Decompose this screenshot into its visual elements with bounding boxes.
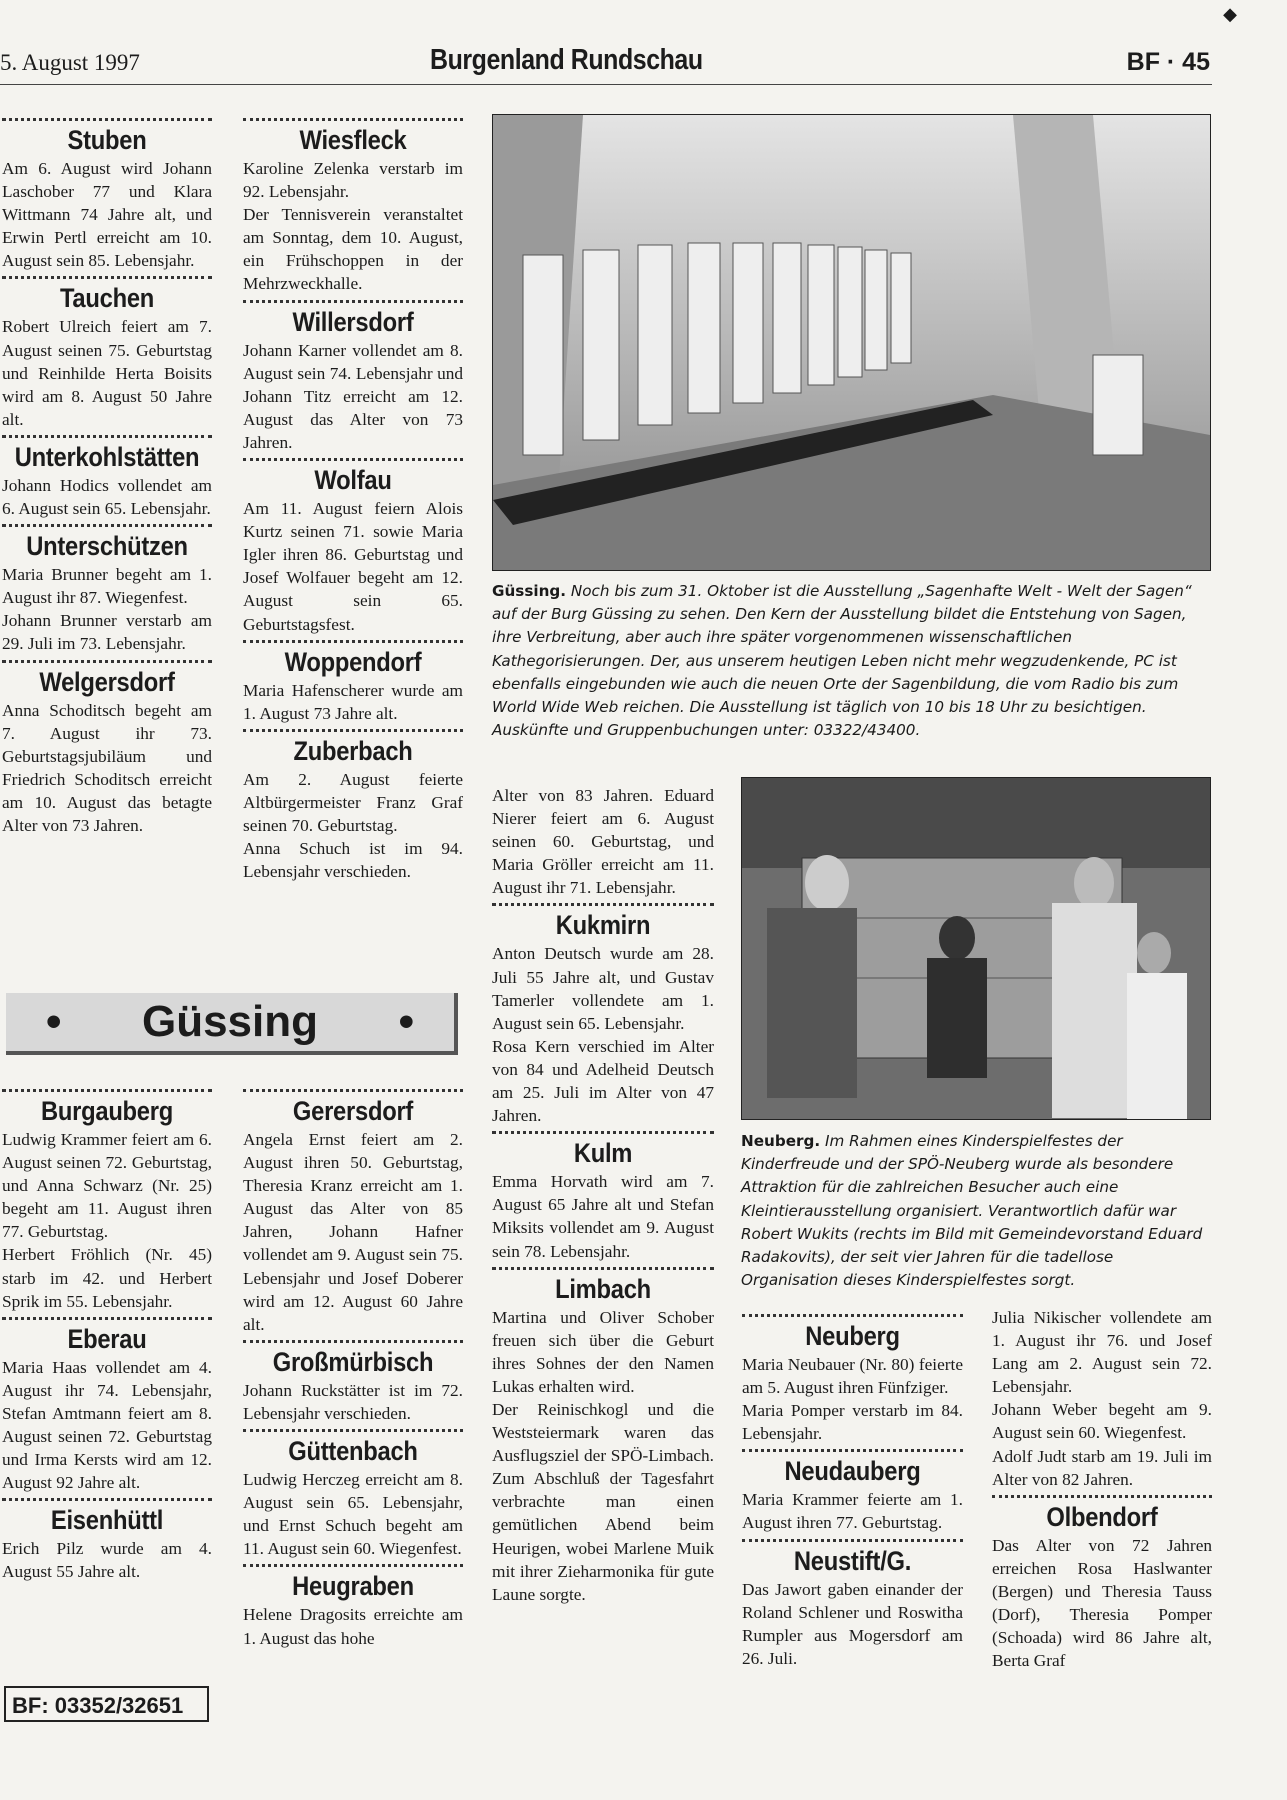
dotted-separator: [2, 276, 212, 279]
paragraph: Angela Ernst feiert am 2. August ihren 50. Geburtstag, Theresia Kranz erreicht am 1. August das Alter von 85 Jahren, Johann Hafner vollendet am 9. August sein 75. Lebensjahr und Josef Doberer wird am 12. August 60 Jahre alt.: [243, 1130, 463, 1334]
paragraph: Rosa Kern verschied im Alter von 84 und Adelheid Deutsch am 25. Juli im Alter von 47 Jahren.: [492, 1036, 714, 1126]
paragraph: Am 6. August wird Johann Laschober 77 und Klara Wittmann 74 Jahre alt, und Erwin Pertl erreicht am 10. August sein 85. Lebensjahr.: [2, 159, 212, 271]
dotted-separator: [243, 640, 463, 643]
news-section: [2, 435, 212, 520]
dotted-separator: [243, 1089, 463, 1092]
section-heading: Olbendorf: [1046, 1501, 1158, 1532]
dotted-separator: [492, 1267, 714, 1270]
news-section: [243, 1564, 463, 1649]
dotted-separator: [742, 1449, 963, 1452]
paragraph: Der Reinischkogl und die Weststeiermark waren das Ausflugsziel der SPÖ-Limbach. Zum Abschluß der Tagesfahrt verbrachte man einen gemütlichen Abend beim Heurigen, wobei Marlene Muik mit ihrer Zieharmonika für gute Laune sorgte.: [492, 1399, 714, 1604]
section-heading: Zuberbach: [293, 735, 413, 766]
paragraph: Emma Horvath wird am 7. August 65 Jahre alt und Stefan Miksits vollendet am 9. August sein 78. Lebensjahr.: [492, 1172, 714, 1261]
news-section: [2, 118, 212, 272]
paragraph: Ludwig Herczeg erreicht am 8. August sein 65. Lebensjahr, und Ernst Schuch begeht am 11. August sein 60. Wiegenfest.: [243, 1470, 463, 1559]
paragraph: Am 11. August feiern Alois Kurtz seinen 71. sowie Maria Igler ihren 86. Geburtstag und Josef Wolfauer begeht am 12. August sein 65. Geburtstagsfest.: [243, 499, 463, 634]
paragraph: Johann Karner vollendet am 8. August sein 74. Lebensjahr und Johann Titz erreicht am 12. August das Alter von 73 Jahren.: [243, 340, 463, 452]
section-heading: Stuben: [67, 125, 147, 155]
bullet-right: •: [398, 997, 414, 1046]
news-section: [492, 1131, 714, 1262]
news-section: [243, 1089, 463, 1336]
news-section: [2, 276, 212, 430]
section-heading: Limbach: [555, 1273, 651, 1304]
issue-date: 5. August 1997: [0, 50, 140, 75]
news-section: [2, 660, 212, 838]
photo-animal-show: [741, 777, 1211, 1120]
section-heading: Neudauberg: [784, 1456, 921, 1487]
paragraph: Anton Deutsch wurde am 28. Juli 55 Jahre alt, und Gustav Tamerler vollendete am 1. August sein 65. Lebensjahr.: [492, 944, 714, 1033]
paragraph: Julia Nikischer vollendete am 1. August ihr 76. und Josef Lang am 2. August sein 72. Lebensjahr.: [992, 1308, 1212, 1397]
paragraph: Maria Brunner begeht am 1. August ihr 87. Wiegenfest.: [2, 565, 212, 608]
paragraph: Anna Schoditsch begeht am 7. August ihr 73. Geburtstagsjubiläum und Friedrich Schoditsch erreicht am 10. August das betagte Alter von 73 Jahren.: [2, 700, 212, 835]
section-banner-gussing: [6, 993, 458, 1055]
news-section: [2, 1498, 212, 1583]
dotted-separator: [992, 1495, 1212, 1498]
section-heading: Kulm: [573, 1138, 633, 1169]
dotted-separator: [243, 118, 463, 121]
paragraph: Das Alter von 72 Jahren erreichen Rosa Haslwanter (Bergen) und Theresia Tauss (Dorf), Theresia Pomper (Schoada) wird 86 Jahre alt, Berta Graf: [992, 1535, 1212, 1671]
section-heading: Wiesfleck: [299, 125, 407, 155]
news-section: [492, 1267, 714, 1606]
section-heading: Gerersdorf: [292, 1096, 414, 1126]
column-5: [992, 1306, 1212, 1672]
section-heading: Güttenbach: [288, 1436, 418, 1467]
section-heading: Neustift/G.: [793, 1545, 912, 1576]
section-heading: Eberau: [67, 1323, 147, 1354]
newspaper-title: Burgenland Rundschau: [430, 44, 703, 76]
photo-caption-gussing: [492, 580, 1212, 742]
paragraph: Maria Krammer feierte am 1. August ihren 77. Geburtstag.: [742, 1490, 963, 1533]
news-section: [243, 1429, 463, 1560]
paragraph: Das Jawort gaben einander der Roland Schlener und Roswitha Rumpler aus Mogersdorf am 26. Juli.: [742, 1579, 963, 1668]
paragraph: Helene Dragosits erreichte am 1. August das hohe: [243, 1605, 463, 1648]
dotted-separator: [2, 660, 212, 663]
scan-mark-icon: ◆: [1223, 4, 1237, 24]
news-section: [243, 729, 463, 883]
paragraph: Robert Ulreich feiert am 7. August seinen 75. Geburtstag und Reinhilde Herta Boisits wird am 8. August 50 Jahre alt.: [2, 317, 212, 429]
section-heading: Willersdorf: [292, 306, 414, 337]
section-heading: Kukmirn: [555, 910, 651, 941]
section-heading: Burgauberg: [40, 1096, 173, 1126]
phone-number-box: BF: 03352/32651: [4, 1686, 209, 1722]
news-section: [742, 1539, 963, 1670]
column-1-bottom: [2, 1085, 212, 1584]
dotted-separator: [2, 1317, 212, 1320]
paragraph: Maria Haas vollendet am 4. August ihr 74. Lebensjahr, Stefan Amtmann feiert am 8. August seinen 72. Geburtstag und Irma Kersts wird am 12. August 92 Jahre alt.: [2, 1357, 212, 1493]
dotted-separator: [742, 1314, 963, 1317]
dotted-separator: [243, 1564, 463, 1567]
paragraph: Maria Neubauer (Nr. 80) feierte am 5. August ihren Fünfziger.: [742, 1355, 963, 1398]
news-section: [243, 300, 463, 454]
caption-text: Im Rahmen eines Kinderspielfestes der Kinderfreude und der SPÖ-Neuberg wurde als besondere Attraktion für die zahlreichen Besucher auch eine Kleintierausstellung organisiert. Verantwortlich dafür war Robert Wukits (rechts im Bild mit Gemeindevorstand Eduard Radakovits), der seit vier Jahren für die tadellose Organisation dieses Kinderspielfestes sorgt.: [741, 1132, 1203, 1290]
dotted-separator: [2, 118, 212, 121]
dotted-separator: [2, 435, 212, 438]
section-heading: Großmürbisch: [272, 1346, 434, 1377]
photo-exhibition-hall: [492, 114, 1211, 571]
news-section: [2, 1317, 212, 1495]
section-heading: Tauchen: [59, 283, 155, 314]
column-4: [742, 1310, 963, 1670]
column-3: [492, 784, 714, 1606]
page-number: BF · 45: [1126, 48, 1210, 76]
news-section: [243, 1340, 463, 1425]
section-heading: Heugraben: [292, 1571, 414, 1602]
dotted-separator: [2, 1498, 212, 1501]
paragraph: Anna Schuch ist im 94. Lebensjahr verschieden.: [243, 839, 463, 882]
dotted-separator: [243, 300, 463, 303]
paragraph: Johann Hodics vollendet am 6. August sein 65. Lebensjahr.: [2, 475, 212, 519]
dotted-separator: [2, 1089, 212, 1092]
paragraph: Ludwig Krammer feiert am 6. August seinen 72. Geburtstag, und Anna Schwarz (Nr. 25) begeht am 11. August ihren 77. Geburtstag.: [2, 1130, 212, 1242]
paragraph: Adolf Judt starb am 19. Juli im Alter von 82 Jahren.: [992, 1446, 1212, 1489]
paragraph: Erich Pilz wurde am 4. August 55 Jahre alt.: [2, 1539, 212, 1582]
section-heading: Woppendorf: [284, 646, 422, 677]
column-2-bottom: [243, 1085, 463, 1650]
paragraph: Johann Ruckstätter ist im 72. Lebensjahr verschieden.: [243, 1380, 463, 1423]
news-section: [243, 640, 463, 725]
dotted-separator: [2, 524, 212, 527]
news-section: [243, 118, 463, 296]
continued-text: [992, 1306, 1212, 1491]
paragraph: Herbert Fröhlich (Nr. 45) starb im 42. und Herbert Sprik im 55. Lebensjahr.: [2, 1245, 212, 1311]
continued-text: Alter von 83 Jahren. Eduard Nierer feiert am 6. August seinen 60. Geburtstag, und Maria Gröller erreicht am 11. August ihr 71. Lebensjahr.: [492, 786, 714, 898]
dotted-separator: [243, 1429, 463, 1432]
news-section: [742, 1314, 963, 1445]
section-heading: Unterkohlstätten: [14, 441, 200, 472]
section-heading: Welgersdorf: [39, 666, 175, 697]
dotted-separator: [243, 1340, 463, 1343]
paragraph: Martina und Oliver Schober freuen sich über die Geburt ihres Sohnes der den Namen Lukas erhalten wird.: [492, 1307, 714, 1396]
paragraph: Maria Hafenscherer wurde am 1. August 73 Jahre alt.: [243, 680, 463, 723]
news-section: [992, 1495, 1212, 1673]
paragraph: Karoline Zelenka verstarb im 92. Lebensjahr.: [243, 159, 463, 202]
news-section: [742, 1449, 963, 1534]
section-heading: Unterschützen: [26, 531, 188, 562]
section-heading: Wolfau: [314, 465, 392, 496]
section-heading: Eisenhüttl: [50, 1505, 164, 1536]
column-2-top: [243, 114, 463, 883]
dotted-separator: [492, 903, 714, 906]
header-rule: [0, 84, 1212, 85]
section-title: Güssing: [141, 997, 319, 1046]
caption-lead: Neuberg.: [741, 1132, 821, 1150]
dotted-separator: [243, 729, 463, 732]
news-section: [2, 524, 212, 655]
section-heading: Neuberg: [805, 1321, 900, 1351]
paragraph: Johann Weber begeht am 9. August sein 60. Wiegenfest.: [992, 1400, 1212, 1443]
paragraph: Johann Brunner verstarb am 29. Juli im 73. Lebensjahr.: [2, 611, 212, 654]
photo-caption-neuberg: [741, 1130, 1211, 1292]
caption-lead: Güssing.: [492, 582, 567, 600]
paragraph: Der Tennisverein veranstaltet am Sonntag, dem 10. August, ein Frühschoppen in der Mehrzweckhalle.: [243, 205, 463, 294]
dotted-separator: [492, 1131, 714, 1134]
paragraph: Am 2. August feierte Altbürgermeister Franz Graf seinen 70. Geburtstag.: [243, 769, 463, 835]
column-1-top: [2, 114, 212, 837]
paragraph: Maria Pomper verstarb im 84. Lebensjahr.: [742, 1401, 963, 1444]
news-section: [2, 1089, 212, 1313]
bullet-left: •: [46, 997, 62, 1046]
news-section: [243, 458, 463, 636]
dotted-separator: [742, 1539, 963, 1542]
caption-text: Noch bis zum 31. Oktober ist die Ausstellung „Sagenhafte Welt - Welt der Sagen“ auf der Burg Güssing zu sehen. Den Kern der Ausstellung bildet die Entstehung von Sagen, ihre Verbreitung, aber auch ihre später vorgenommenen wissenschaftlichen Kathegorisierungen. Der, aus unserem heutigen Leben nicht mehr wegzudenkende, PC ist ebenfalls eingebunden wie auch die neuen Orte der Sagenbildung, die vom Radio bis zum World Wide Web reichen. Die Ausstellung ist täglich von 10 bis 18 Uhr zu besichtigen. Auskünfte und Gruppenbuchungen unter: 03322/43400.: [492, 582, 1192, 740]
news-section: [492, 903, 714, 1127]
dotted-separator: [243, 458, 463, 461]
